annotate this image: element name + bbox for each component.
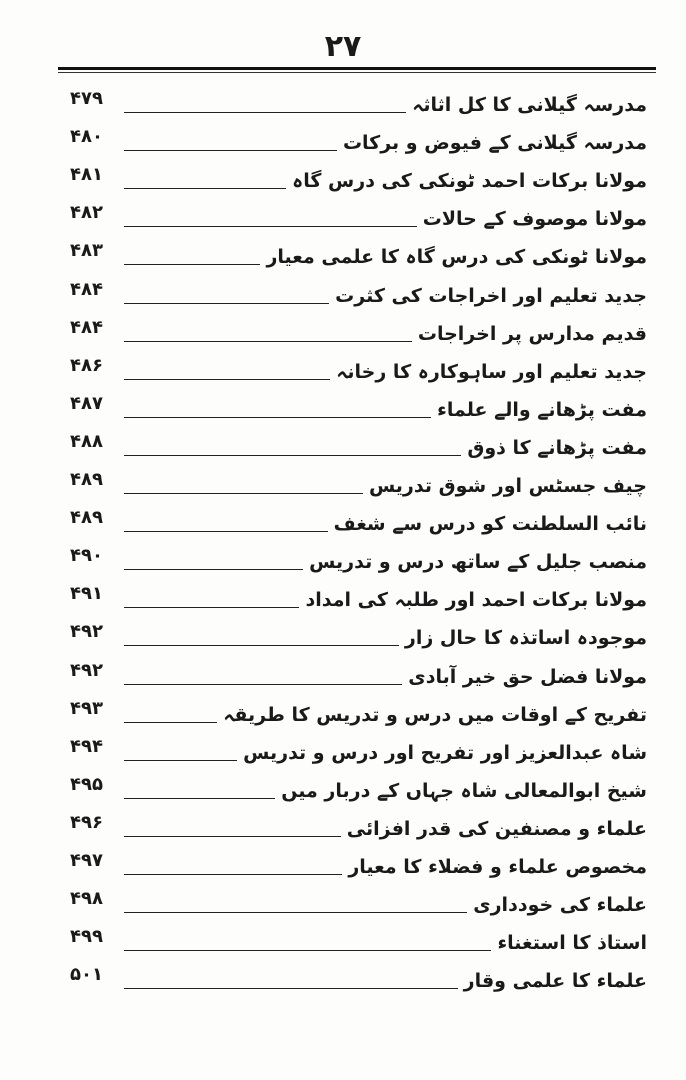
toc-entry <box>70 615 647 653</box>
toc-entry <box>70 692 647 730</box>
toc-entry-page: ۴۸۶ <box>70 354 103 376</box>
toc-leader-line <box>124 797 275 799</box>
toc-leader-line <box>124 302 329 304</box>
toc-leader-line <box>124 378 330 380</box>
toc-entry-page: ۴۹۷ <box>70 849 103 871</box>
toc-entry <box>70 349 647 387</box>
toc-entry-page: ۴۸۹ <box>70 507 103 529</box>
toc-entry <box>70 958 647 996</box>
toc-entry <box>70 920 647 958</box>
toc-entry-page: ۴۸۴ <box>70 316 103 338</box>
toc-entry <box>70 882 647 920</box>
toc-leader-line <box>124 568 303 570</box>
toc-leader-line <box>124 721 217 723</box>
toc-leader-line <box>124 416 431 418</box>
toc-entry-title: نائب السلطنت کو درس سے شغف <box>333 513 647 536</box>
toc-entry-page: ۴۸۱ <box>70 164 103 186</box>
toc-entry <box>70 653 647 691</box>
toc-entry-title: علماء و مصنفین کی قدر افزائی <box>346 817 647 840</box>
toc-entry-title: مولانا موصوف کے حالات <box>422 208 647 231</box>
toc-entry <box>70 196 647 234</box>
toc-leader-line <box>124 149 337 151</box>
header-rule-thin <box>58 72 656 73</box>
toc-entry-title: مدرسہ گیلانی کے فیوض و برکات <box>342 132 647 155</box>
toc-entry-page: ۴۸۸ <box>70 430 103 452</box>
toc-entry-page: ۴۹۱ <box>70 583 103 605</box>
toc-entry-page: ۴۸۳ <box>70 240 103 262</box>
toc-entry-page: ۴۹۲ <box>70 659 103 681</box>
table-of-contents <box>70 82 647 996</box>
toc-entry <box>70 768 647 806</box>
toc-entry-title: مولانا برکات احمد ٹونکی کی درس گاہ <box>292 170 647 193</box>
toc-leader-line <box>124 225 417 227</box>
toc-entry-title: چیف جسٹس اور شوق تدریس <box>368 475 647 498</box>
toc-entry <box>70 425 647 463</box>
toc-leader-line <box>124 606 299 608</box>
toc-entry-page: ۴۸۹ <box>70 469 103 491</box>
toc-entry <box>70 844 647 882</box>
toc-entry-title: مفت پڑھانے کا ذوق <box>467 436 647 459</box>
toc-leader-line <box>124 987 458 989</box>
toc-leader-line <box>124 454 461 456</box>
toc-entry-page: ۴۹۸ <box>70 888 103 910</box>
toc-entry-page: ۴۸۷ <box>70 392 103 414</box>
page-number: ۲۷ <box>324 29 362 64</box>
toc-entry-title: مولانا برکات احمد اور طلبہ کی امداد <box>305 589 647 612</box>
toc-entry <box>70 463 647 501</box>
toc-leader-line <box>124 759 237 761</box>
toc-entry <box>70 120 647 158</box>
toc-entry <box>70 272 647 310</box>
toc-entry-page: ۴۹۶ <box>70 811 103 833</box>
toc-entry-page: ۴۹۲ <box>70 621 103 643</box>
toc-leader-line <box>124 111 406 113</box>
toc-entry-page: ۴۸۴ <box>70 278 103 300</box>
toc-entry <box>70 234 647 272</box>
toc-entry-page: ۵۰۱ <box>70 964 103 986</box>
toc-entry-page: ۴۸۰ <box>70 126 103 148</box>
toc-leader-line <box>124 492 363 494</box>
toc-entry-title: مولانا ٹونکی کی درس گاہ کا علمی معیار <box>266 246 647 269</box>
toc-entry <box>70 82 647 120</box>
toc-entry-page: ۴۹۳ <box>70 697 103 719</box>
toc-entry-title: جدید تعلیم اور اخراجات کی کثرت <box>335 284 647 307</box>
toc-entry <box>70 539 647 577</box>
toc-leader-line <box>124 644 399 646</box>
toc-entry <box>70 577 647 615</box>
toc-entry-title: علماء کا علمی وقار <box>463 970 647 993</box>
toc-entry-title: موجودہ اساتذہ کا حال زار <box>404 627 647 650</box>
toc-entry <box>70 730 647 768</box>
toc-entry-title: تفریح کے اوقات میں درس و تدریس کا طریقہ <box>223 703 647 726</box>
toc-entry-title: منصب جلیل کے ساتھ درس و تدریس <box>309 551 647 574</box>
toc-entry-page: ۴۹۵ <box>70 773 103 795</box>
toc-entry-title: مخصوص علماء و فضلاء کا معیار <box>348 855 647 878</box>
toc-entry-title: قدیم مدارس پر اخراجات <box>417 322 647 345</box>
toc-entry-title: مفت پڑھانے والے علماء <box>437 398 647 421</box>
toc-entry-page: ۴۹۰ <box>70 545 103 567</box>
toc-leader-line <box>124 340 412 342</box>
toc-entry <box>70 501 647 539</box>
toc-entry-page: ۴۸۲ <box>70 202 103 224</box>
toc-leader-line <box>124 835 341 837</box>
toc-entry-page: ۴۹۹ <box>70 926 103 948</box>
toc-entry-title: مدرسہ گیلانی کا کل اثاثہ <box>412 94 647 117</box>
toc-entry <box>70 806 647 844</box>
toc-entry <box>70 158 647 196</box>
toc-leader-line <box>124 187 286 189</box>
toc-entry-title: جدید تعلیم اور ساہوکارہ کا رخانہ <box>336 360 647 383</box>
header-rule-thick <box>58 67 656 70</box>
toc-leader-line <box>124 911 467 913</box>
toc-leader-line <box>124 683 402 685</box>
toc-entry-title: استاذ کا استغناء <box>497 932 647 955</box>
toc-leader-line <box>124 530 328 532</box>
toc-leader-line <box>124 949 491 951</box>
toc-leader-line <box>124 873 342 875</box>
toc-entry-page: ۴۹۴ <box>70 735 103 757</box>
toc-entry-title: شیخ ابوالمعالی شاہ جہاں کے دربار میں <box>281 779 647 802</box>
toc-entry-title: مولانا فضل حق خیر آبادی <box>408 665 647 688</box>
toc-entry-page: ۴۷۹ <box>70 88 103 110</box>
toc-entry-title: شاہ عبدالعزیز اور تفریح اور درس و تدریس <box>243 741 647 764</box>
toc-entry <box>70 311 647 349</box>
toc-leader-line <box>124 263 260 265</box>
toc-entry <box>70 387 647 425</box>
toc-entry-title: علماء کی خودداری <box>473 894 647 917</box>
